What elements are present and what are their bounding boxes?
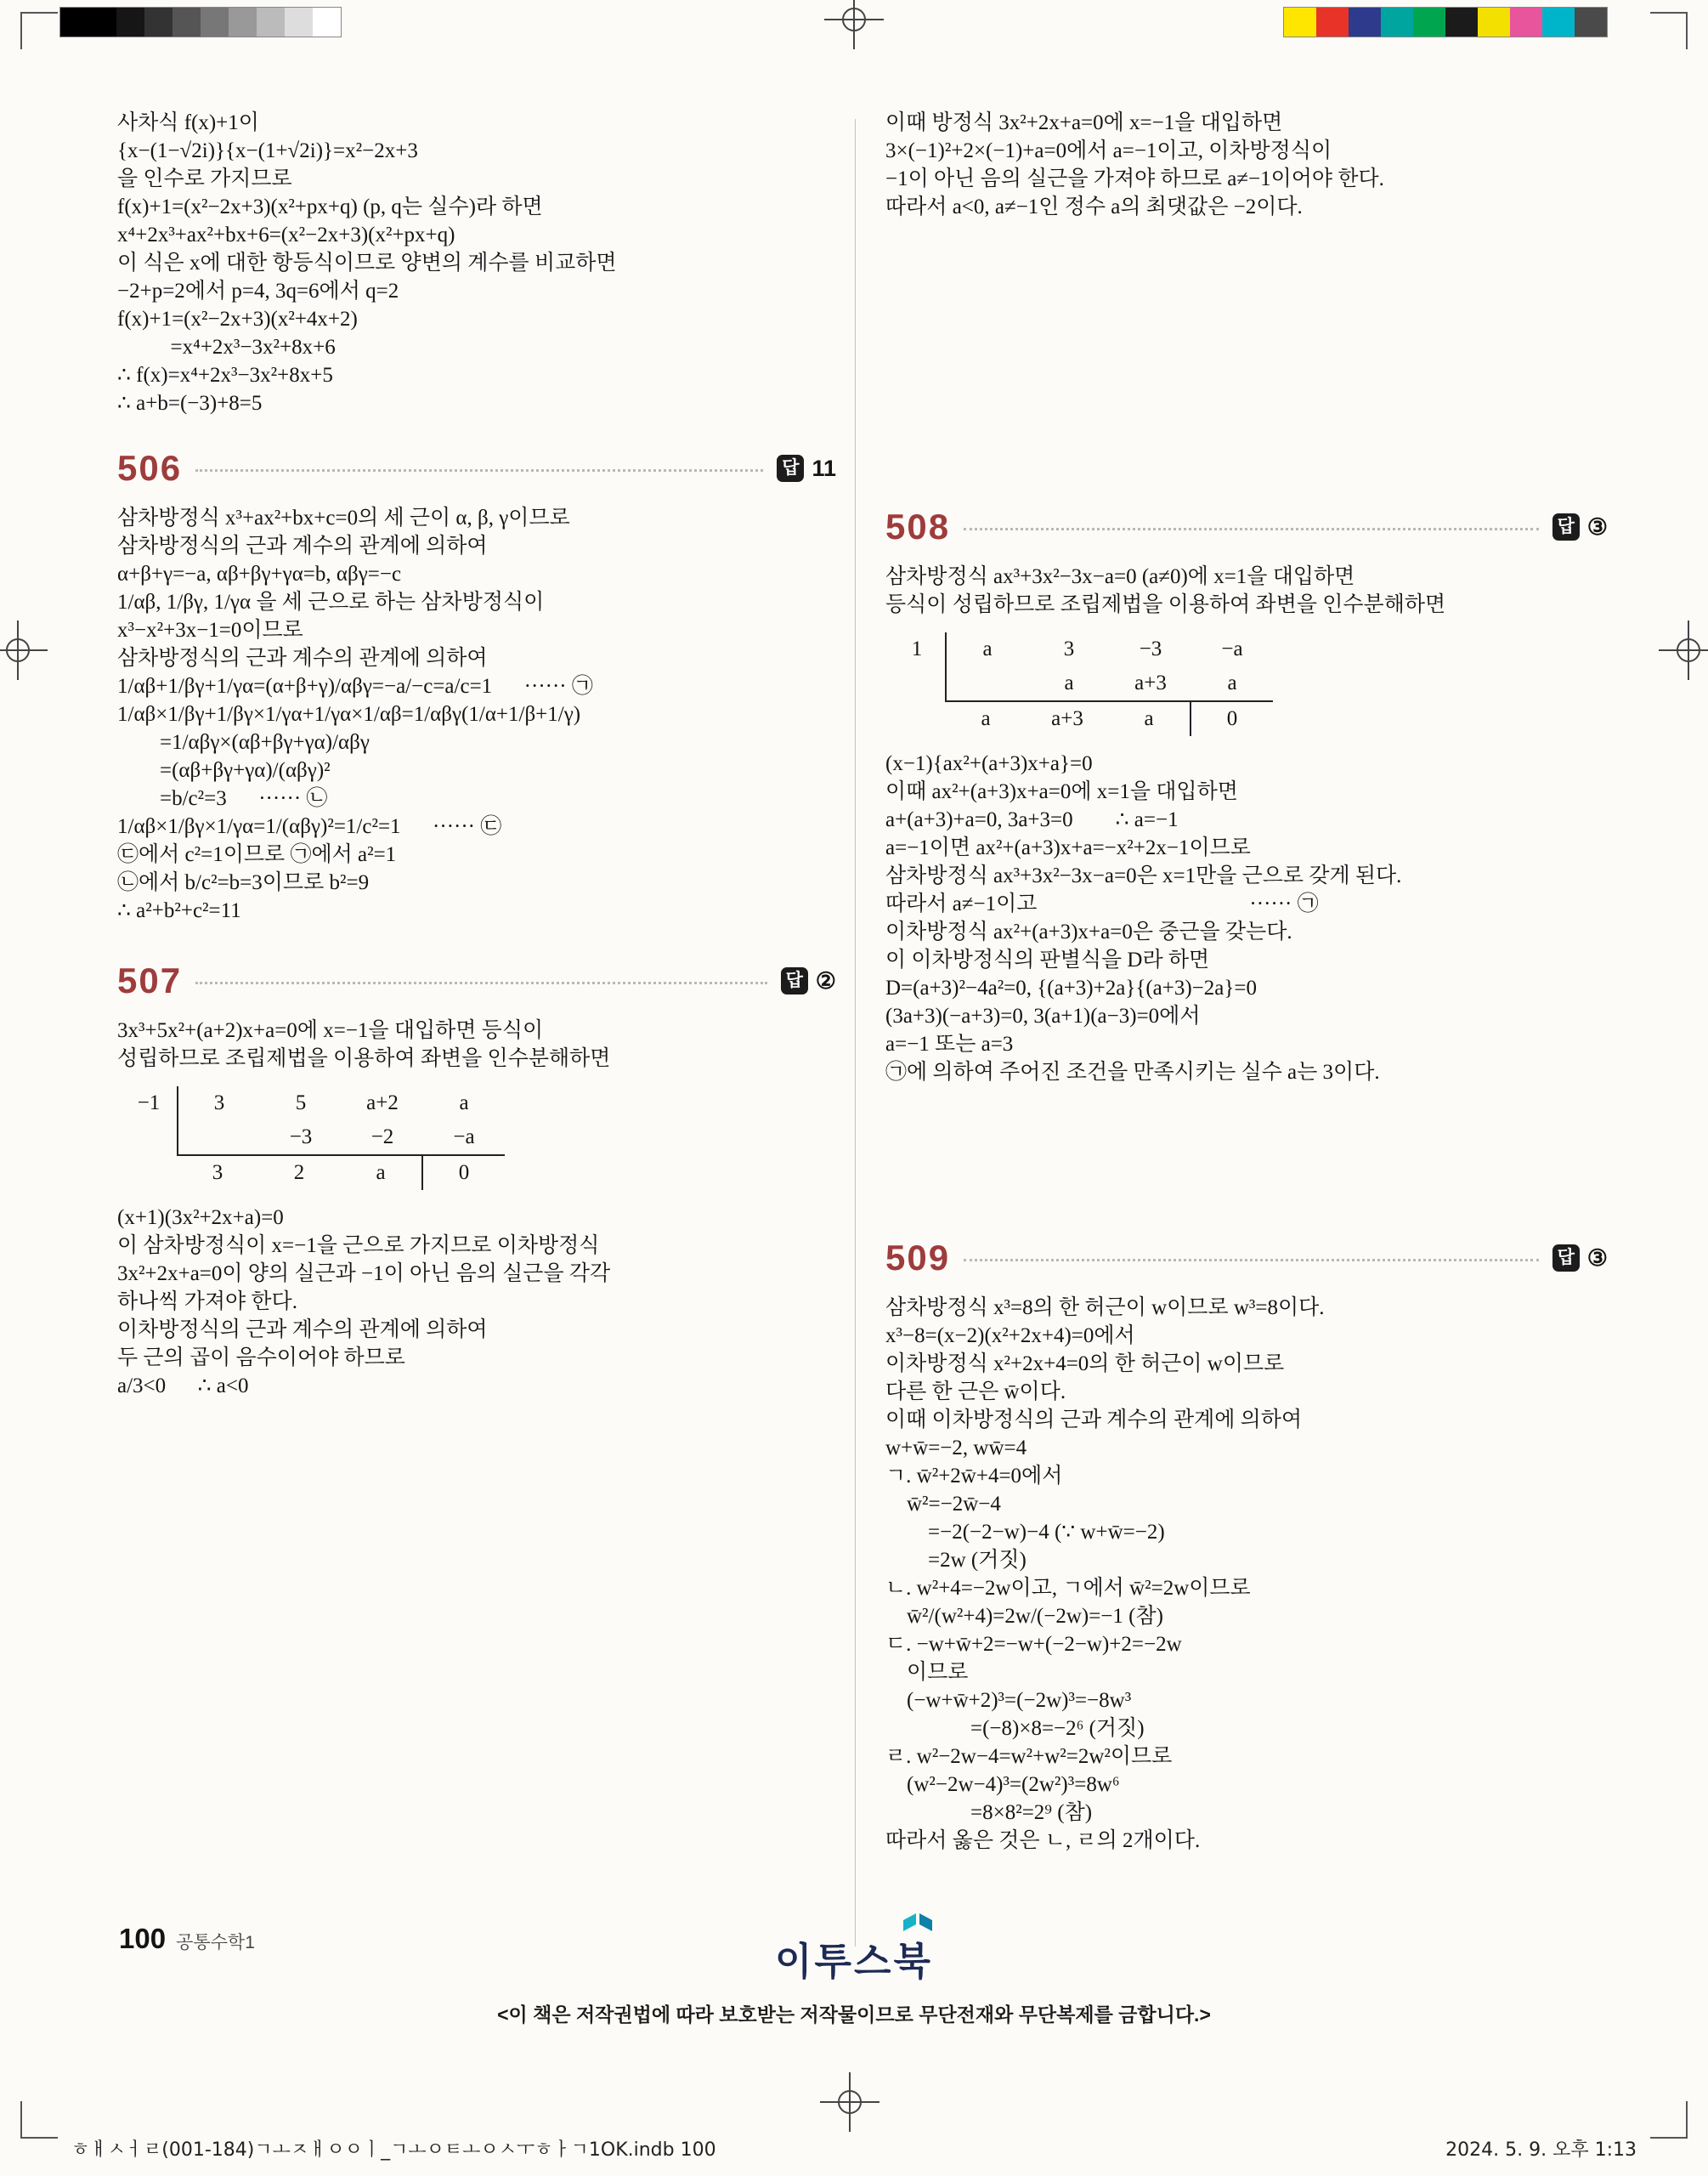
answer-value: ② — [815, 967, 836, 994]
sd-cell: −a — [453, 1125, 475, 1148]
sd-cell: −a — [1221, 638, 1243, 660]
color-swatch — [1284, 8, 1316, 37]
solution-line: ㄹ. w²−2w−4=w²+w²=2w²이므로 — [885, 1745, 1173, 1768]
solution-line: 삼차방정식 x³+ax²+bx+c=0의 세 근이 α, β, γ이므로 — [117, 507, 570, 530]
solution-line: f(x)+1=(x²−2x+3)(x²+px+q) (p, q는 실수)라 하면 — [117, 196, 543, 218]
solution-line: 1/αβ×1/βγ×1/γα=1/(αβγ)²=1/c²=1 ······ ㉢ — [117, 815, 502, 838]
sd-cell: a — [459, 1091, 469, 1114]
solution-line: =8×8²=2⁹ (참) — [885, 1801, 1093, 1824]
solution-line: −1이 아닌 음의 실근을 가져야 하므로 a≠−1이어야 한다. — [885, 167, 1384, 190]
sd-cell-remainder: 0 — [1190, 700, 1273, 736]
dotted-leader — [964, 524, 1539, 530]
solution-line: 삼차방정식의 근과 계수의 관계에 의하여 — [117, 647, 488, 670]
color-swatch — [1381, 8, 1413, 37]
sd-cell — [947, 666, 1028, 700]
solution-line: 이 이차방정식의 판별식을 D라 하면 — [885, 949, 1210, 972]
copyright-notice: <이 책은 저작권법에 따라 보호받는 저작물이므로 무단전재와 무단복제를 금합니다.> — [497, 2003, 1211, 2026]
solution-line: ㉠에 의하여 주어진 조건을 만족시키는 실수 a는 3이다. — [885, 1061, 1380, 1084]
problem-509-header — [885, 1238, 1608, 1278]
grayscale-swatch — [313, 8, 341, 37]
solution-line: w+w̄=−2, ww̄=4 — [885, 1436, 1027, 1459]
sd-cell: a — [945, 700, 1026, 736]
solution-line: 삼차방정식 ax³+3x²−3x−a=0은 x=1만을 근으로 갖게 된다. — [885, 864, 1402, 887]
sd-cell: a+3 — [1134, 672, 1167, 694]
solution-line: 1/αβ, 1/βγ, 1/γα 을 세 근으로 하는 삼차방정식이 — [117, 591, 545, 614]
solution-line: =1/αβγ×(αβ+βγ+γα)/αβγ — [117, 731, 370, 754]
solution-line: ㉡에서 b/c²=b=3이므로 b²=9 — [117, 871, 370, 894]
synthetic-division-table-507 — [121, 1086, 836, 1190]
solution-line: ㄱ. w̄²+2w̄+4=0에서 — [885, 1465, 1063, 1488]
solution-line: 1/αβ+1/βγ+1/γα=(α+β+γ)/αβγ=−a/−c=a/c=1 ······ ㉠ — [117, 675, 593, 698]
sd-cell — [178, 1120, 260, 1154]
color-swatch — [1510, 8, 1542, 37]
grayscale-swatch — [88, 8, 116, 37]
sd-cell: a — [1108, 700, 1190, 736]
solution-line: x⁴+2x³+ax²+bx+6=(x²−2x+3)(x²+px+q) — [117, 224, 455, 246]
solution-line: 성립하므로 조립제법을 이용하여 좌변을 인수분해하면 — [117, 1047, 611, 1070]
answer-badge-icon: 답 — [781, 967, 808, 994]
sd-cell: a — [982, 638, 993, 660]
grayscale-swatch — [201, 8, 229, 37]
color-swatch — [1413, 8, 1445, 37]
registration-mark-icon — [0, 620, 48, 680]
solution-line: a=−1 또는 a=3 — [885, 1033, 1014, 1056]
sd-cell — [121, 1154, 177, 1188]
solution-line: 이므로 — [885, 1661, 969, 1684]
solution-line: 을 인수로 가지므로 — [117, 167, 292, 190]
solution-line: a+(a+3)+a=0, 3a+3=0 ∴ a=−1 — [885, 808, 1179, 831]
registration-mark-icon — [820, 2072, 879, 2132]
sd-row — [889, 632, 1608, 666]
solution-line: f(x)+1=(x²−2x+3)(x²+4x+2) — [117, 308, 358, 331]
solution-line: w̄²=−2w̄−4 — [885, 1493, 1001, 1516]
sd-cell: −1 — [121, 1086, 178, 1120]
synthetic-division-table-508 — [889, 632, 1608, 736]
solution-line: α+β+γ=−a, αβ+βγ+γα=b, αβγ=−c — [117, 563, 402, 586]
sd-row — [121, 1154, 836, 1190]
solution-line: ㄷ. −w+w̄+2=−w+(−2−w)+2=−2w — [885, 1633, 1182, 1656]
problem-number: 507 — [117, 960, 183, 1000]
sd-row — [889, 666, 1608, 700]
color-swatch — [1316, 8, 1349, 37]
problem-506-header — [117, 448, 836, 489]
solution-line: 이 삼차방정식이 x=−1을 근으로 가지므로 이차방정식 — [117, 1234, 600, 1257]
solution-line: ㉢에서 c²=1이므로 ㉠에서 a²=1 — [117, 843, 397, 866]
problem-number: 508 — [885, 507, 951, 547]
sd-cell: a — [1064, 672, 1074, 694]
solution-line: (x−1){ax²+(a+3)x+a}=0 — [885, 752, 1093, 775]
color-swatch — [1575, 8, 1607, 37]
answer-badge-icon: 답 — [777, 455, 804, 482]
registration-mark-icon — [1659, 620, 1708, 680]
solution-507-part1 — [117, 1017, 836, 1073]
solution-line: =(αβ+βγ+γα)/(αβγ)² — [117, 759, 331, 782]
sd-row — [121, 1086, 836, 1120]
solution-line: 하나씩 가져야 한다. — [117, 1290, 297, 1313]
dotted-leader — [964, 1255, 1539, 1261]
problem-number: 509 — [885, 1238, 951, 1278]
sd-cell: 3 — [1063, 638, 1075, 660]
solution-line: =2w (거짓) — [885, 1549, 1026, 1572]
solution-line: D=(a+3)²−4a²=0, {(a+3)+2a}{(a+3)−2a}=0 — [885, 977, 1257, 1000]
solution-line: w̄²/(w²+4)=2w/(−2w)=−1 (참) — [885, 1605, 1163, 1628]
solution-line: 삼차방정식 ax³+3x²−3x−a=0 (a≠0)에 x=1을 대입하면 — [885, 565, 1355, 588]
solution-line: 이차방정식의 근과 계수의 관계에 의하여 — [117, 1318, 488, 1341]
publisher-logo-text: 이투스북 — [775, 1940, 933, 1983]
column-divider — [855, 119, 856, 1946]
solution-508-part2 — [885, 750, 1608, 1086]
solution-line: −2+p=2에서 p=4, 3q=6에서 q=2 — [117, 280, 399, 303]
solution-line: ㄴ. w²+4=−2w이고, ㄱ에서 w̄²=2w이므로 — [885, 1577, 1251, 1600]
grayscale-swatch — [116, 8, 144, 37]
answer-value: 11 — [812, 455, 836, 481]
sd-cell: 2 — [258, 1154, 340, 1190]
solution-line: 이때 ax²+(a+3)x+a=0에 x=1을 대입하면 — [885, 780, 1238, 803]
sd-cell: a — [340, 1154, 421, 1190]
solution-line: (w²−2w−4)³=(2w²)³=8w⁶ — [885, 1773, 1120, 1796]
problem-number: 506 — [117, 448, 183, 488]
sd-cell: −3 — [289, 1125, 313, 1148]
solution-line: x³−8=(x−2)(x²+2x+4)=0에서 — [885, 1324, 1135, 1347]
solution-line: (x+1)(3x²+2x+a)=0 — [117, 1206, 284, 1229]
solution-line: 이때 이차방정식의 근과 계수의 관계에 의하여 — [885, 1408, 1303, 1431]
color-swatch — [1349, 8, 1381, 37]
answer-value: ③ — [1586, 1244, 1608, 1271]
solution-509 — [885, 1294, 1608, 1855]
print-info-datetime: 2024. 5. 9. 오후 1:13 — [1445, 2139, 1637, 2161]
solution-line: 다른 한 근은 w̄이다. — [885, 1380, 1066, 1403]
solution-507-part2 — [117, 1204, 836, 1400]
sd-cell — [121, 1120, 178, 1154]
solution-line: 이때 방정식 3x²+2x+a=0에 x=−1을 대입하면 — [885, 111, 1283, 134]
sd-row — [889, 700, 1608, 736]
grayscale-swatch — [257, 8, 285, 37]
publisher-logo — [0, 1911, 1708, 1986]
solution-line: a/3<0 ∴ a<0 — [117, 1374, 249, 1397]
sd-cell — [889, 700, 945, 734]
solution-line: (−w+w̄+2)³=(−2w)³=−8w³ — [885, 1689, 1132, 1712]
solution-line: 3×(−1)²+2×(−1)+a=0에서 a=−1이고, 이차방정식이 — [885, 139, 1332, 162]
solution-line: =b/c²=3 ······ ㉡ — [117, 787, 328, 810]
grayscale-swatch — [144, 8, 172, 37]
solution-line: 삼차방정식의 근과 계수의 관계에 의하여 — [117, 535, 488, 558]
solution-line: 이차방정식 ax²+(a+3)x+a=0은 중근을 갖는다. — [885, 921, 1292, 944]
solution-line: =−2(−2−w)−4 (∵ w+w̄=−2) — [885, 1521, 1165, 1544]
grayscale-swatch — [60, 8, 88, 37]
sd-cell: a+3 — [1026, 700, 1108, 736]
crop-mark — [1650, 12, 1688, 49]
solution-line: 삼차방정식 x³=8의 한 허근이 w이므로 w³=8이다. — [885, 1296, 1325, 1319]
grayscale-swatch — [229, 8, 257, 37]
registration-mark-icon — [824, 0, 884, 49]
print-info — [71, 2135, 1637, 2162]
left-column — [117, 109, 836, 1400]
solution-line: {x−(1−√2i)}{x−(1+√2i)}=x²−2x+3 — [117, 139, 418, 162]
print-info-filename: ㅎㅐㅅㅓㄹ(001-184)ㄱㅗㅈㅐㅇㅇㅣ_ㄱㅗㅇㅌㅗㅇㅅㅜㅎㅏㄱ1OK.indb 100 — [71, 2139, 716, 2161]
sd-row — [121, 1120, 836, 1154]
solution-line: ∴ f(x)=x⁴+2x³−3x²+8x+5 — [117, 364, 333, 387]
subject-label: 공통수학1 — [176, 1933, 255, 1952]
solution-line: 따라서 a<0, a≠−1인 정수 a의 최댓값은 −2이다. — [885, 196, 1303, 218]
sd-cell: a — [1227, 672, 1237, 694]
solution-line: 따라서 a≠−1이고 ······ ㉠ — [885, 892, 1319, 915]
solution-506 — [117, 504, 836, 925]
page-number: 100 — [119, 1923, 167, 1954]
color-swatch — [1478, 8, 1510, 37]
solution-continuation-507 — [885, 109, 1608, 221]
solution-line: a=−1이면 ax²+(a+3)x+a=−x²+2x−1이므로 — [885, 836, 1251, 859]
sd-cell-remainder: 0 — [421, 1154, 505, 1190]
solution-line: 이 식은 x에 대한 항등식이므로 양변의 계수를 비교하면 — [117, 252, 617, 275]
problem-508-header — [885, 507, 1608, 547]
solution-line: =(−8)×8=−2⁶ (거짓) — [885, 1717, 1145, 1740]
answer-badge-icon: 답 — [1552, 1244, 1580, 1272]
sd-cell: 3 — [213, 1091, 225, 1114]
solution-line: (3a+3)(−a+3)=0, 3(a+1)(a−3)=0에서 — [885, 1005, 1201, 1028]
solution-continuation-505 — [117, 109, 836, 417]
sd-cell: 3 — [177, 1154, 258, 1190]
grayscale-swatch — [285, 8, 313, 37]
problem-507-header — [117, 960, 836, 1001]
solution-line: =x⁴+2x³−3x²+8x+6 — [117, 336, 336, 359]
color-swatch — [1445, 8, 1478, 37]
solution-line: 3x³+5x²+(a+2)x+a=0에 x=−1을 대입하면 등식이 — [117, 1019, 544, 1042]
solution-line: 사차식 f(x)+1이 — [117, 111, 259, 134]
dotted-leader — [195, 465, 763, 472]
sd-cell: 1 — [889, 632, 947, 666]
grayscale-swatch — [172, 8, 201, 37]
color-calibration-bar — [1283, 7, 1608, 37]
sd-cell — [889, 666, 947, 700]
right-column — [885, 109, 1608, 1855]
solution-line: ∴ a+b=(−3)+8=5 — [117, 392, 263, 415]
sd-cell: a+2 — [366, 1091, 399, 1114]
crop-mark — [1650, 2101, 1688, 2139]
dotted-leader — [195, 978, 767, 984]
answer-value: ③ — [1586, 513, 1608, 540]
sd-cell: −3 — [1139, 638, 1162, 660]
solution-line: 1/αβ×1/βγ+1/βγ×1/γα+1/γα×1/αβ=1/αβγ(1/α+1/β+1/γ) — [117, 703, 581, 726]
solution-line: 따라서 옳은 것은 ㄴ, ㄹ의 2개이다. — [885, 1829, 1201, 1852]
solution-line: 3x²+2x+a=0이 양의 실근과 −1이 아닌 음의 실근을 각각 — [117, 1262, 611, 1285]
solution-line: 등식이 성립하므로 조립제법을 이용하여 좌변을 인수분해하면 — [885, 593, 1446, 616]
solution-line: ∴ a²+b²+c²=11 — [117, 899, 241, 922]
crop-mark — [20, 12, 58, 49]
crop-mark — [20, 2101, 58, 2139]
color-swatch — [1542, 8, 1575, 37]
solution-line: x³−x²+3x−1=0이므로 — [117, 619, 303, 642]
answer-badge-icon: 답 — [1552, 513, 1580, 541]
sd-cell: 5 — [295, 1091, 307, 1114]
solution-line: 이차방정식 x²+2x+4=0의 한 허근이 w이므로 — [885, 1352, 1285, 1375]
grayscale-calibration-bar — [59, 7, 342, 37]
solution-line: 두 근의 곱이 음수이어야 하므로 — [117, 1346, 405, 1369]
sd-cell: −2 — [370, 1125, 394, 1148]
solution-508-part1 — [885, 563, 1608, 619]
